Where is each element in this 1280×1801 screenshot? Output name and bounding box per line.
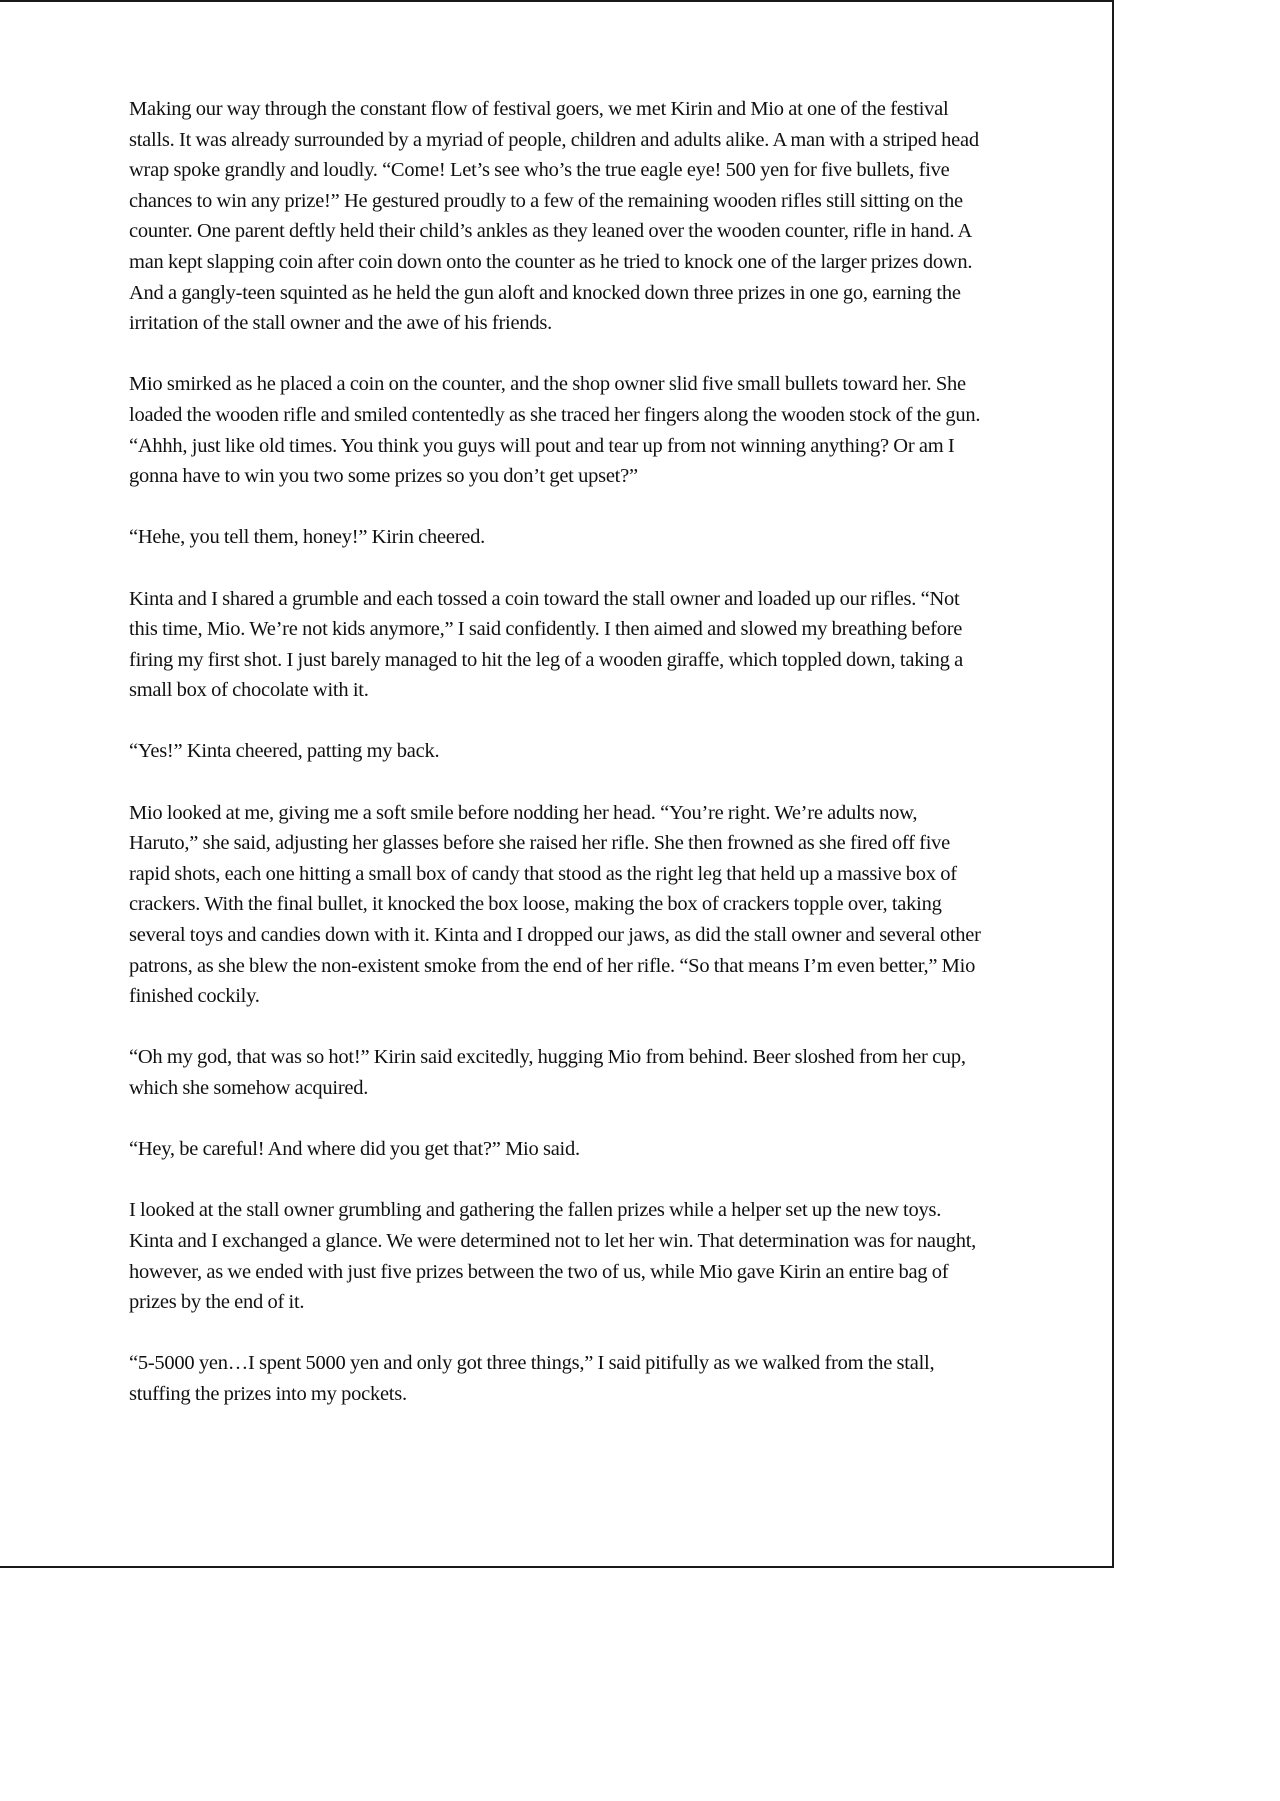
paragraph: “5-5000 yen…I spent 5000 yen and only got three things,” I said pitifully as we walked from the stall, stuffing the prizes into my pockets. [129,1352,935,1405]
body-text [129,94,981,1440]
paragraph: “Hehe, you tell them, honey!” Kirin cheered. [129,526,486,549]
paragraph: “Oh my god, that was so hot!” Kirin said excitedly, hugging Mio from behind. Beer sloshed from her cup, which she somehow acquired. [129,1046,966,1099]
paragraph: Mio smirked as he placed a coin on the counter, and the shop owner slid five small bullets toward her. She loaded the wooden rifle and smiled contentedly as she traced her fingers along the wooden stock of the gun. “Ahhh, just like old times. You think you guys will pout and tear up from not winning anything? Or am I gonna have to win you two some prizes so you don’t get upset?” [129,373,981,488]
paragraph: “Hey, be careful! And where did you get that?” Mio said. [129,1138,580,1161]
paragraph: Mio looked at me, giving me a soft smile before nodding her head. “You’re right. We’re adults now, Haruto,” she said, adjusting her glasses before she raised her rifle. She then frowned as she fired off five rapid shots, each one hitting a small box of candy that stood as the right leg that held up a massive box of crackers. With the final bullet, it knocked the box loose, making the box of crackers topple over, taking several toys and candies down with it. Kinta and I dropped our jaws, as did the stall owner and several other patrons, as she blew the non-existent smoke from the end of her rifle. “So that means I’m even better,” Mio finished cockily. [129,801,981,1008]
paragraph: I looked at the stall owner grumbling and gathering the fallen prizes while a helper set up the new toys. Kinta and I exchanged a glance. We were determined not to let her win. That determination was for naught, however, as we ended with just five prizes between the two of us, while Mio gave Kirin an entire bag of prizes by the end of it. [129,1199,977,1314]
paragraph: Kinta and I shared a grumble and each tossed a coin toward the stall owner and loaded up our rifles. “Not this time, Mio. We’re not kids anymore,” I said confidently. I then aimed and slowed my breathing before firing my first shot. I just barely managed to hit the leg of a wooden giraffe, which toppled down, taking a small box of chocolate with it. [129,587,963,702]
paragraph: “Yes!” Kinta cheered, patting my back. [129,740,440,763]
paragraph: Making our way through the constant flow of festival goers, we met Kirin and Mio at one of the festival stalls. It was already surrounded by a myriad of people, children and adults alike. A man with a striped head wrap spoke grandly and loudly. “Come! Let’s see who’s the true eagle eye! 500 yen for five bullets, five chances to win any prize!” He gestured proudly to a few of the remaining wooden rifles still sitting on the counter. One parent deftly held their child’s ankles as they leaned over the wooden counter, rifle in hand. A man kept slapping coin after coin down onto the counter as he tried to knock one of the larger prizes down. And a gangly-teen squinted as he held the gun aloft and knocked down three prizes in one go, earning the irritation of the stall owner and the awe of his friends. [129,98,979,335]
